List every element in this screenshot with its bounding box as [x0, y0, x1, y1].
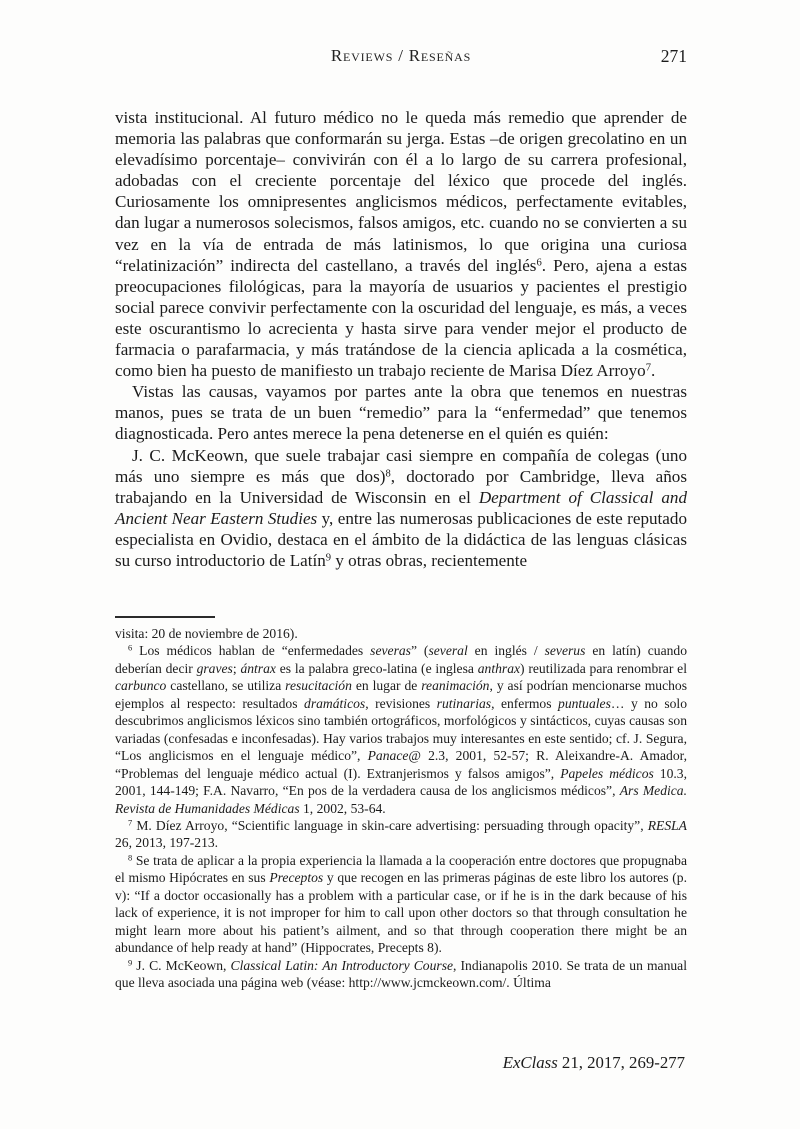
text-run: Papeles médicos — [560, 765, 654, 781]
footnote-marker: 7 — [128, 817, 133, 828]
text-run: Preceptos — [269, 870, 324, 886]
text-run: ” ( — [410, 643, 429, 659]
text-run: dramáticos — [304, 695, 366, 711]
text-run: y que recogen en las primeras páginas de este libro los autores (p. v): “If a doctor occasionally has a problem with a particular case, or if he is in the dark because of his lack of experience, it is not improper for him to call upon other doctors so that through consultation he might learn more about his patient’s ailment, and so that through cooperation there might be an abundance of help ready at hand” (Hippocrates, Precepts 8). — [115, 870, 687, 956]
text-run: , revisiones — [365, 695, 437, 711]
text-run: resucitación — [285, 678, 352, 694]
text-run: 21, 2017, 269-277 — [557, 1053, 685, 1072]
footnote-continuation — [115, 625, 687, 642]
text-run: Se trata de aplicar a la propia experiencia la llamada a la cooperación entre doctores que propugnaba el mismo Hipócrates en sus — [115, 852, 687, 886]
text-run: , enfermos — [491, 695, 559, 711]
text-run: 2.3, 2001, 52-57; R. Aleixandre-A. Amador, “Problemas del lenguaje médico actual (I). Extranjerismos y falsos amigos”, — [115, 748, 687, 781]
body-paragraph — [115, 107, 687, 381]
text-run: 1, 2002, 53-64. — [299, 800, 386, 816]
text-run: en inglés / — [467, 643, 545, 659]
footnote-7 — [115, 817, 687, 852]
text-run: J. C. McKeown, que suele trabajar casi siempre en compañía de colegas (uno más uno siempre es más que dos) — [115, 445, 687, 486]
text-run: anthrax — [477, 660, 521, 676]
text-run: visita: 20 de noviembre de 2016). — [115, 626, 298, 641]
text-run: , Indianapolis 2010. Se trata de un manual que lleva asociada una página web (véase: http://www.jcmckeown.com/. Última — [115, 957, 687, 991]
body-paragraph — [115, 445, 687, 572]
footnote-marker: 6 — [536, 257, 542, 269]
text-run: . — [650, 361, 656, 381]
text-run: 10.3, 2001, 144-149; F.A. Navarro, “En pos de la verdadera causa de los anglicismos médicos”, — [115, 765, 687, 799]
text-run: severas — [370, 643, 411, 659]
text-run: castellano, se utiliza — [166, 678, 286, 694]
text-run: en lugar de — [351, 678, 422, 694]
page-header — [115, 46, 687, 68]
footnote-marker: 9 — [325, 552, 332, 564]
text-run: several — [428, 643, 468, 659]
text-run: severus — [544, 643, 586, 659]
text-run: J. C. McKeown, — [132, 957, 231, 973]
footnote-separator — [115, 616, 215, 618]
text-run: Los médicos hablan de “enfermedades — [132, 643, 371, 659]
footnotes-block — [115, 625, 687, 992]
text-run: ántrax — [240, 660, 276, 676]
footnote-marker: 8 — [385, 468, 391, 480]
text-run: en latín) cuando deberían decir — [115, 643, 687, 676]
text-run: M. Díez Arroyo, “Scientific language in skin-care advertising: persuading through opacity”, — [132, 817, 648, 833]
text-run: vista institucional. Al futuro médico no le queda más remedio que aprender de memoria las palabras que conformarán su jerga. Estas –de origen grecolatino en un elevadísimo porcentaje– convivirán con él a lo largo de su carrera profesional, adobadas con el creciente porcentaje del léxico que procede del inglés. Curiosamente los omnipresentes anglicismos médicos, perfectamente evitables, dan lugar a numerosos solecismos, falsos amigos, etc. cuando no se convierten a su vez en la vía de entrada de más latinismos, lo que origina una curiosa “relatinización” indirecta del castellano, a través del inglés — [115, 108, 687, 275]
text-run: graves — [196, 660, 233, 676]
text-run: ; — [232, 660, 241, 676]
running-title: Reviews / Reseñas — [330, 46, 472, 65]
text-run: puntuales — [558, 695, 611, 711]
text-run: RESLA — [647, 817, 687, 833]
journal-footer — [503, 1053, 685, 1073]
journal-citation — [503, 1053, 685, 1072]
review-body — [115, 107, 687, 571]
text-run: rutinarias — [436, 695, 492, 711]
text-run: Classical Latin: An Introductory Course — [230, 957, 454, 973]
body-paragraph — [115, 381, 687, 444]
page-number: 271 — [660, 46, 687, 66]
footnote-marker: 8 — [128, 852, 133, 863]
footnote-marker: 7 — [645, 362, 651, 374]
text-run: Vistas las causas, vayamos por partes ante la obra que tenemos en nuestras manos, pues se trata de un buen “remedio” para la “enfermedad” que tenemos diagnosticada. Pero antes merece la pena detenerse en el quién es quién: — [115, 382, 687, 444]
footnote-9 — [115, 957, 687, 992]
footnote-marker: 9 — [128, 957, 133, 968]
text-run: , y así podrían mencionarse muchos ejemplos al respecto: resultados — [115, 678, 687, 711]
text-run: carbunco — [115, 678, 167, 694]
text-run: Ars Medica. Revista de Humanidades Médicas — [115, 783, 687, 816]
text-run: y otras obras, recientemente — [331, 550, 528, 570]
text-run: . Pero, ajena a estas preocupaciones filológicas, para la mayoría de usuarios y pacientes el prestigio social parece convivir perfectamente con la oscuridad del lenguaje, es más, a veces este oscurantismo lo acrecienta y hasta sirve para vender mejor el producto de farmacia o parafarmacia, y más tratándose de la ciencia aplicada a la cosmética, como bien ha puesto de manifiesto un trabajo reciente de Marisa Díez Arroyo — [115, 255, 687, 381]
text-run: reanimación — [421, 678, 490, 694]
footnote-marker: 6 — [128, 643, 133, 654]
text-run: Panace@ — [367, 748, 421, 764]
text-run: es la palabra greco-latina (e inglesa — [275, 660, 478, 676]
footnote-6 — [115, 642, 687, 817]
text-run: y, entre las numerosas publicaciones de este reputado especialista en Ovidio, destaca en el ámbito de la didáctica de las lenguas clásicas su curso introductorio de Latín — [115, 508, 687, 570]
footnote-8 — [115, 852, 687, 957]
text-run: Department of Classical and Ancient Near Eastern Studies — [115, 487, 688, 528]
text-run: ) reutilizada para renombrar el — [520, 660, 687, 676]
text-run: , doctorado por Cambridge, lleva años trabajando en la Universidad de Wisconsin en el — [115, 466, 687, 507]
text-run: ExClass — [502, 1053, 558, 1072]
text-run: … y no solo descubrimos anglicismos léxicos sino también ortográficos, morfológicos y sintácticos, cuyas causas son variadas (confesadas e inconfesadas). Hay varios trabajos muy interesantes en este sentido; cf. J. Segura, “Los anglicismos en el lenguaje médico”, — [115, 695, 687, 764]
text-run: 26, 2013, 197-213. — [115, 835, 219, 851]
